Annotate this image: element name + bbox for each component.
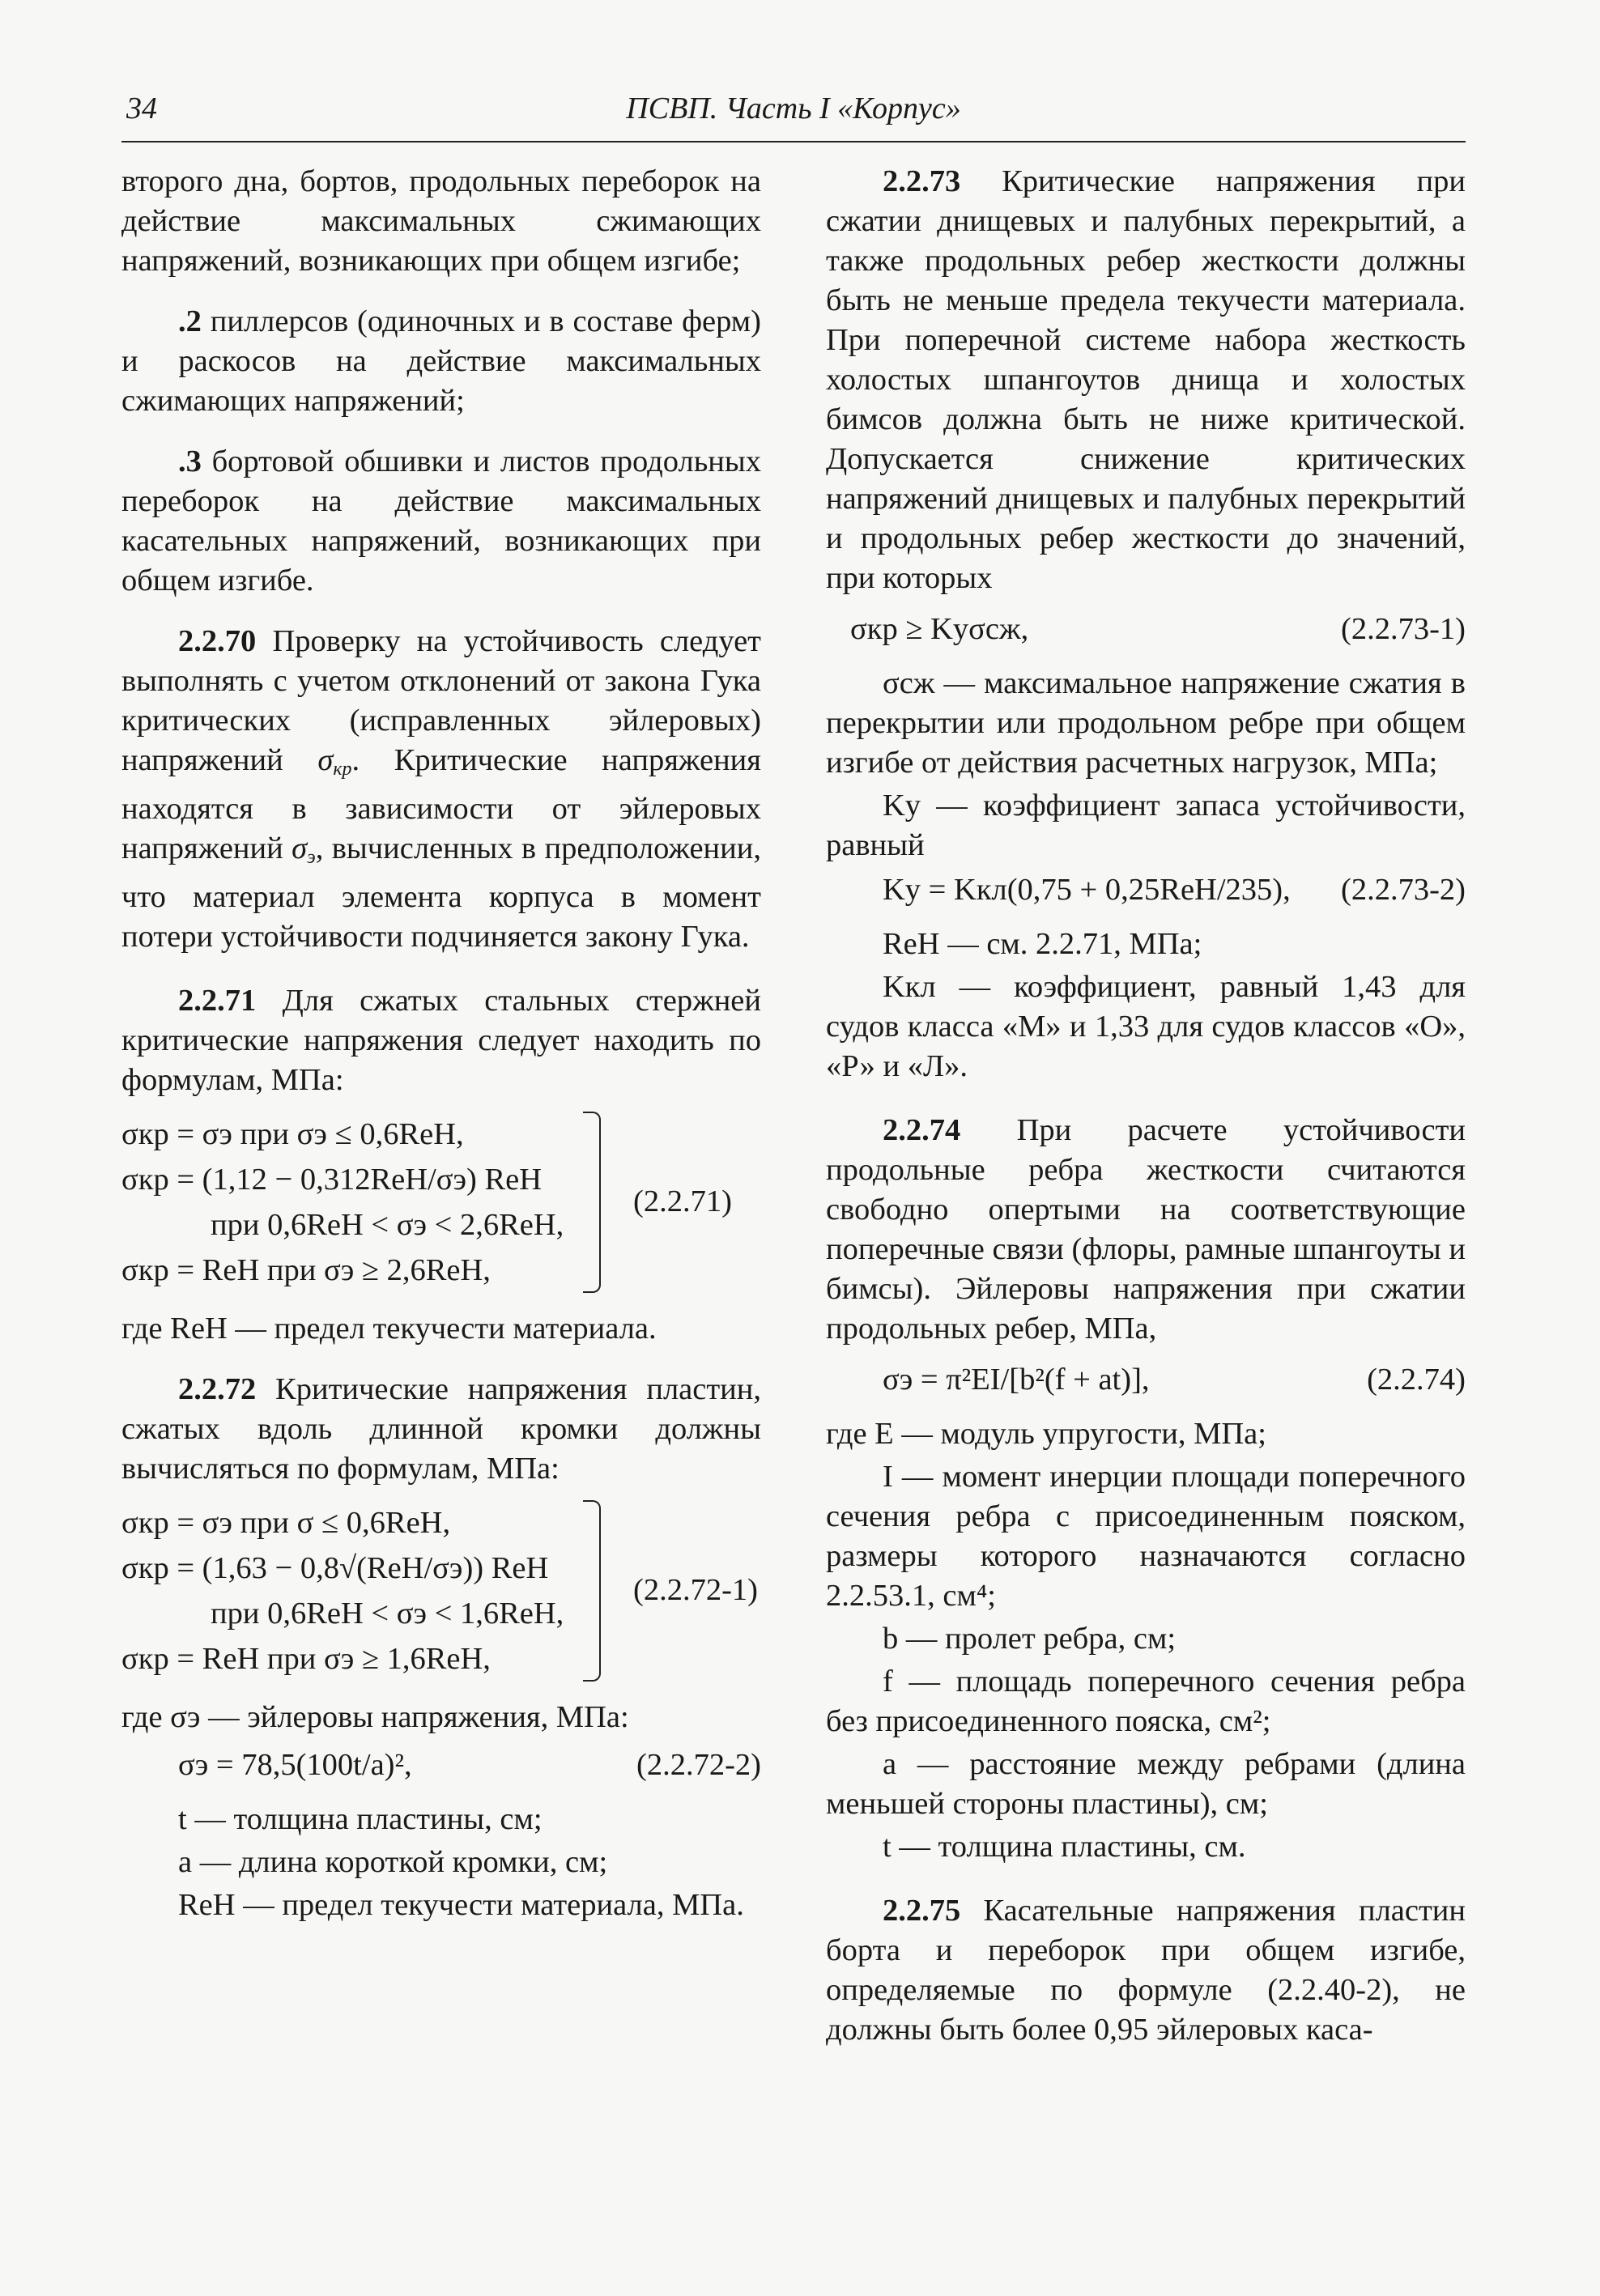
formula-2-2-73-1 [826,610,1466,649]
section-2-2-72 [121,1370,761,1489]
page-header [121,91,1466,142]
definition-e: где E — модуль упругости, МПа; [826,1417,1266,1451]
section-2-2-75 [826,1891,1466,2050]
section-text: Для сжатых стальных стержней критические напряжения следует находить по формулам, МПа: [121,983,761,1097]
paragraph-intro: второго дна, бортов, продольных переборок на действие максимальных сжимающих напряжений, возникающих при общем изгибе; [121,164,761,278]
formula-number: (2.2.73-2) [1341,873,1466,907]
formula-2-2-74 [826,1360,1466,1400]
item-text: бортовой обшивки и листов продольных переборок на действие максимальных касательных напряжений, возникающих при общем изгибе. [121,444,761,597]
sigma-e-symbol: $\sigma_э$ [291,831,316,868]
definition-b: b — пролет ребра, см; [883,1622,1177,1656]
section-number: 2.2.71 [178,983,257,1018]
list-item-3 [121,442,761,601]
formula-2-2-72-2 [121,1745,761,1785]
formula-2-2-71 [121,1112,761,1293]
formula-2-2-73-2 [826,870,1466,910]
section-text: Критические напряжения пластин, сжатых вдоль длинной кромки должны вычисляться по формулам, МПа: [121,1371,761,1486]
sigma-cr-symbol: $\sigma_{кр}$ [317,743,352,780]
formula-expression: Ky = Kкл(0,75 + 0,25ReH/235), [883,873,1291,907]
section-text: Проверку на устойчивость следует выполнять с учетом отклонений от закона Гука критических (исправленных эйлеровых) напряжений [121,624,761,777]
right-column [826,162,1466,2071]
formula-number: (2.2.72-2) [636,1747,761,1782]
formula-line: при 0,6ReH < σэ < 2,6ReH, [211,1207,564,1242]
right-brace [583,1500,601,1682]
definition-t: t — толщина пластины, см; [178,1801,543,1836]
section-number: 2.2.72 [178,1371,257,1406]
section-number: 2.2.70 [178,624,257,658]
section-number: 2.2.73 [883,164,961,198]
formula-2-2-72-1 [121,1500,761,1682]
running-title: ПСВП. Часть I «Корпус» [626,91,961,125]
formula-line: σкр = σэ при σэ ≤ 0,6ReH, [121,1116,464,1151]
formula-expression: σэ = π²EI/[b²(f + at)], [883,1363,1150,1397]
definition-sigma-szh: σсж — максимальное напряжение сжатия в перекрытии или продольном ребре при общем изгибе от действия расчетных нагрузок, МПа; [826,666,1466,780]
section-text: При расчете устойчивости продольные ребра жесткости считаются свободно опертыми на соответствующие поперечные связи (флоры, рамные шпангоуты и бимсы). Эйлеровы напряжения при сжатии продольных ребер, МПа, [826,1113,1466,1346]
definition-reh-ref: ReH — см. 2.2.71, МПа; [883,927,1202,961]
section-2-2-71 [121,981,761,1100]
definition-reh: ReH — предел текучести материала, МПа. [178,1887,744,1922]
formula-line: σкр = σэ при σ ≤ 0,6ReH, [121,1505,451,1540]
formula-line: при 0,6ReH < σэ < 1,6ReH, [211,1596,564,1631]
formula-line: σкр = ReH при σэ ≥ 1,6ReH, [121,1641,491,1676]
formula-number: (2.2.74) [1367,1363,1466,1397]
formula-line: σкр = (1,12 − 0,312ReH/σэ) ReH [121,1162,543,1197]
definition-i: I — момент инерции площади поперечного сечения ребра с присоединенным пояском, размеры которого назначаются согласно 2.2.53.1, см⁴; [826,1460,1466,1613]
section-2-2-70 [121,622,761,957]
item-text: пиллерсов (одиночных и в составе ферм) и раскосов на действие максимальных сжимающих напряжений; [121,304,761,418]
section-2-2-74 [826,1111,1466,1349]
section-number: 2.2.74 [883,1113,961,1147]
where-sigma-e: где σэ — эйлеровы напряжения, МПа: [121,1699,629,1734]
where-reh: где ReH — предел текучести материала. [121,1311,657,1346]
section-text: , вычисленных в предположении, что материал элемента корпуса в момент потери устойчивости подчиняется закону Гука. [121,831,761,954]
formula-line: σкр = (1,63 − 0,8√(ReH/σэ)) ReH [121,1550,549,1585]
right-brace [583,1112,601,1293]
item-number: .3 [178,444,202,478]
formula-expression: σэ = 78,5(100t/a)², [178,1747,412,1782]
section-text: Критические напряжения при сжатии днищевых и палубных перекрытий, а также продольных ребер жесткости должны быть не меньше предела текучести материала. При поперечной системе набора жесткость холостых шпангоутов днища и холостых бимсов должна быть не ниже критической. Допускается снижение критических напряжений днищевых и палубных перекрытий и продольных ребер жесткости до значений, при которых [826,164,1466,595]
definition-f: f — площадь поперечного сечения ребра без присоединенного пояска, см²; [826,1665,1466,1738]
formula-number: (2.2.71) [633,1184,732,1219]
section-text: Касательные напряжения пластин борта и переборок при общем изгибе, определяемые по формуле (2.2.40-2), не должны быть более 0,95 эйлеровых каса- [826,1894,1466,2047]
section-2-2-73 [826,162,1466,598]
list-item-2 [121,302,761,421]
section-number: 2.2.75 [883,1894,961,1928]
page-number: 34 [126,91,157,125]
definition-t: t — толщина пластины, см. [883,1830,1246,1864]
formula-number: (2.2.73-1) [1341,612,1466,646]
formula-expression: σкр ≥ Kyσсж, [850,612,1029,646]
formula-number: (2.2.72-1) [633,1573,758,1608]
definition-ky: Ky — коэффициент запаса устойчивости, равный [826,789,1466,862]
item-number: .2 [178,304,202,338]
definition-a: a — длина короткой кромки, см; [178,1844,608,1879]
definition-a: a — расстояние между ребрами (длина меньшей стороны пластины), см; [826,1747,1466,1821]
section-text: . Критические напряжения находятся в зависимости от эйлеровых напряжений [121,743,761,865]
definition-kkl: Kкл — коэффициент, равный 1,43 для судов класса «М» и 1,33 для судов классов «О», «Р» и «Л». [826,970,1466,1083]
formula-line: σкр = ReH при σэ ≥ 2,6ReH, [121,1252,491,1287]
left-column [121,162,761,1928]
